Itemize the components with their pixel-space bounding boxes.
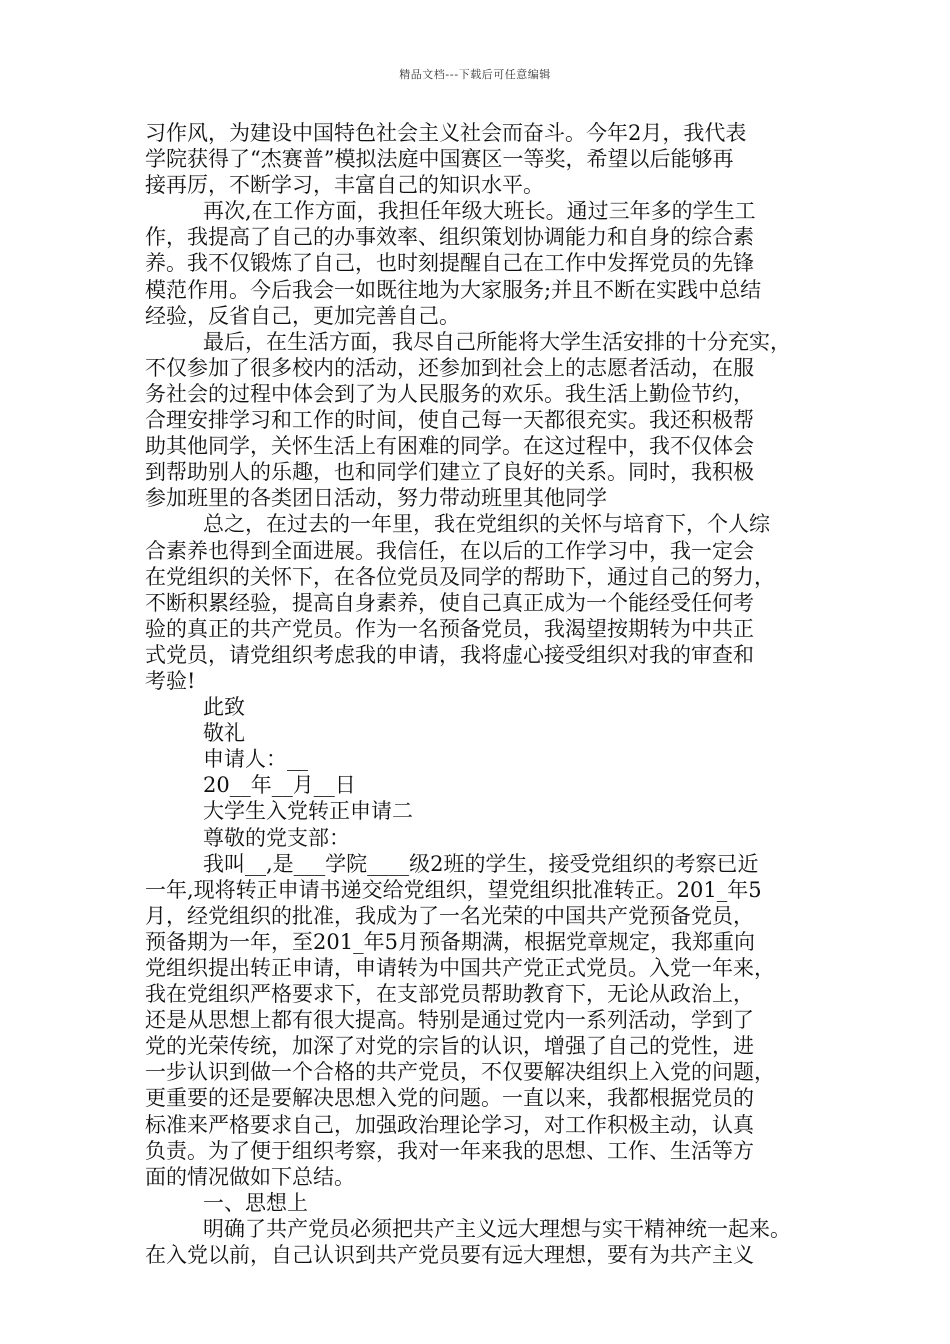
text-line: 模范作用。今后我会一如既往地为大家服务;并且不断在实践中总结 — [145, 277, 762, 302]
text-line: 面的情况做如下总结。 — [145, 1164, 355, 1189]
text-line: 尊敬的党支部： — [203, 825, 350, 850]
text-line: 更重要的还是要解决思想入党的问题。一直以来，我都根据党员的 — [145, 1086, 754, 1111]
text-line: 接再厉，不断学习，丰富自己的知识水平。 — [145, 173, 544, 198]
text-line: 参加班里的各类团日活动，努力带动班里其他同学 — [145, 486, 607, 511]
text-line: 还是从思想上都有很大提高。特别是通过党内一系列活动，学到了 — [145, 1008, 754, 1033]
text-line: 经验，反省自己，更加完善自己。 — [145, 303, 460, 328]
page-header: 精品文档---下载后可任意编辑 — [399, 68, 551, 81]
text-line: 养。我不仅锻炼了自己，也时刻提醒自己在工作中发挥党员的先锋 — [145, 251, 754, 276]
text-line: 20__年__月__日 — [203, 773, 356, 798]
text-line: 一年,现将转正申请书递交给党组织，望党组织批准转正。201_年5 — [145, 877, 762, 902]
text-line: 助其他同学，关怀生活上有困难的同学。在这过程中，我不仅体会 — [145, 434, 754, 459]
text-line: 不仅参加了很多校内的活动，还参加到社会上的志愿者活动，在服 — [145, 355, 754, 380]
text-line: 一、思想上 — [203, 1190, 308, 1215]
text-line: 最后，在生活方面，我尽自己所能将大学生活安排的十分充实， — [203, 329, 791, 354]
text-line: 务社会的过程中体会到了为人民服务的欢乐。我生活上勤俭节约， — [145, 381, 754, 406]
document-body — [145, 120, 825, 1268]
text-line: 预备期为一年，至201_年5月预备期满，根据党章规定，我郑重向 — [145, 929, 755, 954]
text-line: 党组织提出转正申请，申请转为中国共产党正式党员。入党一年来， — [145, 956, 775, 980]
text-line: 负责。为了便于组织考察，我对一年来我的思想、工作、生活等方 — [145, 1138, 754, 1163]
text-line: 习作风，为建设中国特色社会主义社会而奋斗。今年2月，我代表 — [145, 121, 747, 145]
text-line: 明确了共产党员必须把共产主义远大理想与实干精神统一起来。 — [203, 1216, 791, 1241]
text-line: 合素养也得到全面进展。我信任，在以后的工作学习中，我一定会 — [145, 538, 754, 563]
text-line: 作，我提高了自己的办事效率、组织策划协调能力和自身的综合素 — [145, 225, 754, 250]
text-line: 党的光荣传统，加深了对党的宗旨的认识，增强了自己的党性，进 — [145, 1034, 754, 1059]
text-line: 标准来严格要求自己，加强政治理论学习，对工作积极主动，认真 — [145, 1112, 754, 1137]
text-line: 此致 — [203, 695, 245, 720]
text-line: 一步认识到做一个合格的共产党员，不仅要解决组织上入党的问题， — [145, 1060, 775, 1085]
text-line: 式党员，请党组织考虑我的申请，我将虚心接受组织对我的审查和 — [145, 642, 754, 667]
text-line: 敬礼 — [203, 721, 245, 746]
text-line: 大学生入党转正申请二 — [203, 799, 413, 824]
text-line: 到帮助别人的乐趣，也和同学们建立了良好的关系。同时，我积极 — [145, 460, 754, 485]
text-line: 在入党以前，自己认识到共产党员要有远大理想，要有为共产主义 — [145, 1243, 754, 1268]
text-line: 学院获得了“杰赛普”模拟法庭中国赛区一等奖，希望以后能够再 — [145, 147, 734, 172]
text-line: 再次,在工作方面，我担任年级大班长。通过三年多的学生工 — [203, 199, 756, 224]
text-line: 验的真正的共产党员。作为一名预备党员，我渴望按期转为中共正 — [145, 616, 754, 641]
text-line: 合理安排学习和工作的时间，使自己每一天都很充实。我还积极帮 — [145, 408, 754, 433]
text-line: 总之，在过去的一年里，我在党组织的关怀与培育下，个人综 — [203, 512, 770, 537]
text-line: 我在党组织严格要求下，在支部党员帮助教育下，无论从政治上， — [145, 982, 754, 1007]
text-line: 我叫__,是___学院____级2班的学生，接受党组织的考察已近 — [203, 851, 759, 876]
text-line: 在党组织的关怀下，在各位党员及同学的帮助下，通过自己的努力， — [145, 564, 775, 589]
text-line: 申请人：__ — [203, 747, 308, 772]
text-line: 考验! — [145, 668, 196, 693]
text-line: 月，经党组织的批准，我成为了一名光荣的中国共产党预备党员， — [145, 903, 754, 928]
text-line: 不断积累经验，提高自身素养，使自己真正成为一个能经受任何考 — [145, 590, 754, 615]
